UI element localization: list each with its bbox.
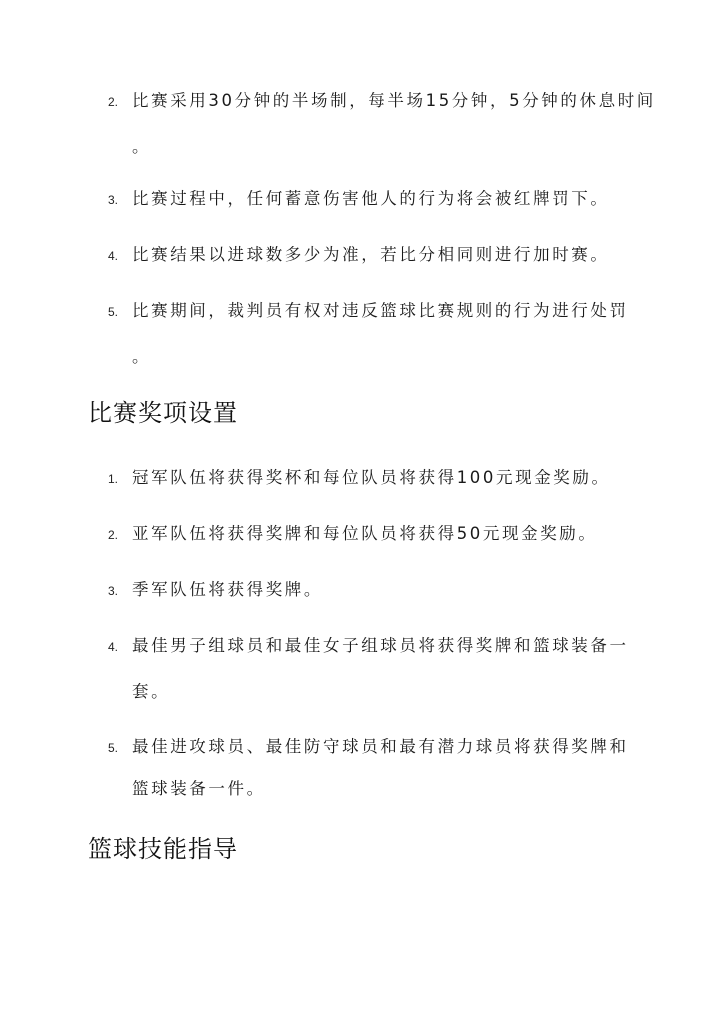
list-number: 2. [108, 95, 119, 109]
list-number: 4. [108, 249, 119, 263]
list-number: 1. [108, 472, 119, 486]
section-heading-skills: 篮球技能指导 [88, 835, 238, 863]
list-text: 比赛结果以进球数多少为准，若比分相同则进行加时赛。 [132, 245, 610, 264]
list-text: 最佳男子组球员和最佳女子组球员将获得奖牌和篮球装备一 [132, 636, 629, 655]
list-number: 3. [108, 193, 119, 207]
list-text: 比赛期间，裁判员有权对违反篮球比赛规则的行为进行处罚 [132, 301, 629, 320]
list-number: 2. [108, 528, 119, 542]
list-text: 篮球装备一件。 [132, 779, 266, 798]
section-heading-awards: 比赛奖项设置 [88, 399, 238, 427]
list-text: 。 [132, 137, 152, 156]
list-number: 5. [108, 305, 119, 319]
list-text: 套。 [132, 682, 171, 701]
list-text: 最佳进攻球员、最佳防守球员和最有潜力球员将获得奖牌和 [132, 737, 629, 756]
list-text: 。 [132, 347, 152, 366]
list-text: 冠军队伍将获得奖杯和每位队员将获得100元现金奖励。 [132, 468, 611, 487]
list-text: 比赛采用30分钟的半场制，每半场15分钟，5分钟的休息时间 [132, 91, 656, 110]
list-text: 季军队伍将获得奖牌。 [132, 580, 323, 599]
list-text: 比赛过程中，任何蓄意伤害他人的行为将会被红牌罚下。 [132, 189, 610, 208]
list-text: 亚军队伍将获得奖牌和每位队员将获得50元现金奖励。 [132, 524, 598, 543]
list-number: 4. [108, 640, 119, 654]
list-number: 3. [108, 584, 119, 598]
list-number: 5. [108, 741, 119, 755]
